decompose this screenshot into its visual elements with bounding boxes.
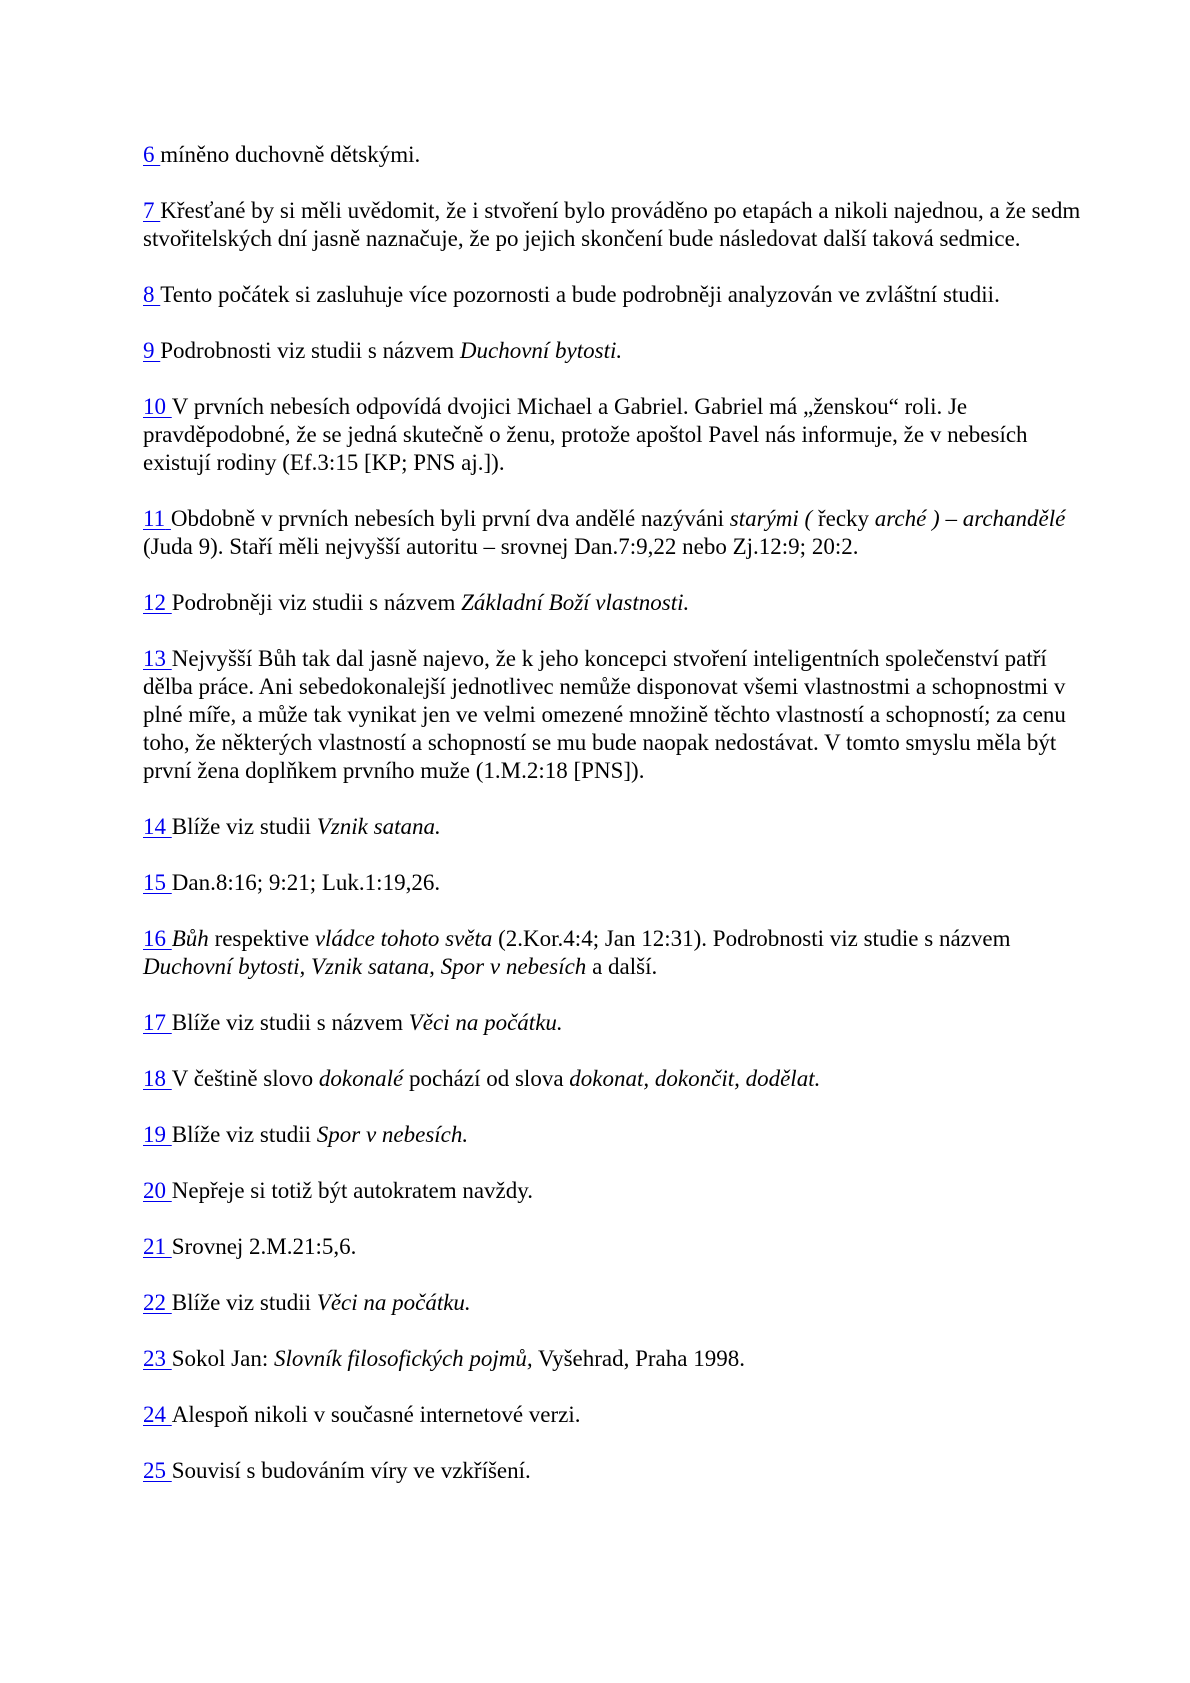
footnote-8: [143, 281, 1083, 309]
footnote-backlink-19[interactable]: [143, 1122, 172, 1147]
footnote-13: [143, 645, 1083, 785]
footnote-25: [143, 1457, 1083, 1485]
footnote-backlink-22[interactable]: [143, 1290, 172, 1315]
footnote-italic-text: Bůh: [171, 926, 209, 951]
footnote-text: (Juda 9). Staří měli nejvyšší autoritu – srovnej Dan.7:9,22 nebo Zj.12:9; 20:2.: [143, 534, 859, 559]
footnote-6: [143, 141, 1083, 169]
footnote-backlink-25[interactable]: [143, 1458, 172, 1483]
footnote-backlink-20[interactable]: [143, 1178, 172, 1203]
footnote-backlink-24[interactable]: [143, 1402, 172, 1427]
footnote-italic-text: archandělé: [962, 506, 1066, 531]
footnote-italic-text: starými (: [729, 506, 813, 531]
footnote-number: 7: [143, 198, 155, 223]
footnote-24: [143, 1401, 1083, 1429]
footnote-backlink-15[interactable]: [143, 870, 172, 895]
footnotes-list: [143, 141, 1083, 1513]
footnote-text: řecky: [812, 506, 875, 531]
footnote-backlink-11[interactable]: [143, 506, 171, 531]
footnote-text: Podrobnosti viz studii s názvem: [160, 338, 460, 363]
footnote-20: [143, 1177, 1083, 1205]
footnote-text: Obdobně v prvních nebesích byli první dva andělé nazýváni: [170, 506, 730, 531]
footnote-19: [143, 1121, 1083, 1149]
footnote-italic-text: Spor v nebesích.: [316, 1122, 469, 1147]
footnote-text: Tento počátek si zasluhuje více pozornosti a bude podrobněji analyzován ve zvláštní studii.: [160, 282, 1000, 307]
footnote-text: Sokol Jan:: [171, 1346, 274, 1371]
footnote-text: Blíže viz studii: [171, 1122, 317, 1147]
footnote-number: 11: [143, 506, 166, 531]
footnote-number: 21: [143, 1234, 166, 1259]
footnote-text: Nepřeje si totiž být autokratem navždy.: [171, 1178, 534, 1203]
footnote-text: Blíže viz studii: [171, 1290, 317, 1315]
footnote-text: Podrobněji viz studii s názvem: [171, 590, 462, 615]
footnote-italic-text: arché ): [874, 506, 940, 531]
footnote-7: [143, 197, 1083, 253]
footnote-backlink-7[interactable]: [143, 198, 160, 223]
footnote-backlink-10[interactable]: [143, 394, 172, 419]
footnote-text: Křesťané by si měli uvědomit, že i stvoření bylo prováděno po etapách a nikoli najednou, a že sedm stvořitelských dní jasně naznačuje, že po jejich skončení bude následovat další taková sedmice.: [143, 198, 1081, 251]
footnote-number: 19: [143, 1122, 166, 1147]
footnote-text: Nejvyšší Bůh tak dal jasně najevo, že k jeho koncepci stvoření inteligentních společenství patří dělba práce. Ani sebedokonalejší jednotlivec nemůže disponovat všemi vlastnostmi a schopnostmi v plné míře, a může tak vynikat jen ve velmi omezené množině těchto vlastností a schopností; za cenu toho, že některých vlastností a schopností se mu bude naopak nedostávat. V tomto smyslu měla být první žena doplňkem prvního muže (1.M.2:18 [PNS]).: [143, 646, 1066, 783]
footnote-17: [143, 1009, 1083, 1037]
footnote-text: V prvních nebesích odpovídá dvojici Michael a Gabriel. Gabriel má „ženskou“ roli. Je pravděpodobné, že se jedná skutečně o ženu, protože apoštol Pavel nás informuje, že v nebesích existují rodiny (Ef.3:15 [KP; PNS aj.]).: [143, 394, 1028, 475]
footnote-number: 12: [143, 590, 166, 615]
footnote-backlink-9[interactable]: [143, 338, 160, 363]
footnote-italic-text: dokonalé: [318, 1066, 404, 1091]
footnote-number: 17: [143, 1010, 166, 1035]
footnote-italic-text: Slovník filosofických pojmů,: [273, 1346, 533, 1371]
footnote-text: Blíže viz studii: [171, 814, 317, 839]
footnote-16: [143, 925, 1083, 981]
footnote-text: Alespoň nikoli v současné internetové verzi.: [171, 1402, 581, 1427]
footnote-text: respektive: [208, 926, 315, 951]
footnote-text: Souvisí s budováním víry ve vzkříšení.: [171, 1458, 531, 1483]
footnote-text: Vyšehrad, Praha 1998.: [532, 1346, 745, 1371]
footnote-22: [143, 1289, 1083, 1317]
footnote-12: [143, 589, 1083, 617]
footnote-italic-text: Věci na počátku.: [408, 1010, 563, 1035]
footnote-text: míněno duchovně dětskými.: [160, 142, 421, 167]
footnote-text: Srovnej 2.M.21:5,6.: [171, 1234, 357, 1259]
footnote-23: [143, 1345, 1083, 1373]
footnote-number: 9: [143, 338, 155, 363]
footnote-number: 10: [143, 394, 166, 419]
footnote-backlink-12[interactable]: [143, 590, 172, 615]
footnote-text: Dan.8:16; 9:21; Luk.1:19,26.: [171, 870, 441, 895]
footnote-text: –: [939, 506, 963, 531]
footnote-number: 25: [143, 1458, 166, 1483]
footnote-text: a další.: [586, 954, 658, 979]
footnote-backlink-21[interactable]: [143, 1234, 172, 1259]
footnote-18: [143, 1065, 1083, 1093]
footnote-backlink-17[interactable]: [143, 1010, 172, 1035]
footnote-backlink-8[interactable]: [143, 282, 160, 307]
footnote-italic-text: Vznik satana.: [316, 814, 441, 839]
footnote-italic-text: Duchovní bytosti, Vznik satana, Spor v nebesích: [143, 954, 587, 979]
footnote-number: 18: [143, 1066, 166, 1091]
footnote-italic-text: Duchovní bytosti.: [459, 338, 623, 363]
footnote-number: 20: [143, 1178, 166, 1203]
footnote-italic-text: dokonat, dokončit, dodělat.: [569, 1066, 821, 1091]
footnote-italic-text: Věci na počátku.: [316, 1290, 471, 1315]
footnote-text: (2.Kor.4:4; Jan 12:31). Podrobnosti viz studie s názvem: [492, 926, 1011, 951]
footnote-11: [143, 505, 1083, 561]
footnote-backlink-13[interactable]: [143, 646, 172, 671]
footnote-15: [143, 869, 1083, 897]
footnote-number: 14: [143, 814, 166, 839]
footnote-number: 24: [143, 1402, 166, 1427]
footnote-number: 6: [143, 142, 155, 167]
footnote-number: 13: [143, 646, 166, 671]
footnote-number: 8: [143, 282, 155, 307]
footnote-9: [143, 337, 1083, 365]
footnote-backlink-23[interactable]: [143, 1346, 172, 1371]
footnote-number: 16: [143, 926, 166, 951]
footnote-text: V češtině slovo: [171, 1066, 319, 1091]
footnote-text: pochází od slova: [403, 1066, 570, 1091]
footnote-backlink-18[interactable]: [143, 1066, 172, 1091]
footnote-backlink-6[interactable]: [143, 142, 160, 167]
footnote-italic-text: Základní Boží vlastnosti.: [461, 590, 690, 615]
footnote-number: 22: [143, 1290, 166, 1315]
footnote-14: [143, 813, 1083, 841]
footnote-italic-text: vládce tohoto světa: [314, 926, 493, 951]
footnote-21: [143, 1233, 1083, 1261]
footnote-10: [143, 393, 1083, 477]
footnote-backlink-14[interactable]: [143, 814, 172, 839]
footnote-number: 23: [143, 1346, 166, 1371]
footnote-text: Blíže viz studii s názvem: [171, 1010, 409, 1035]
footnote-backlink-16[interactable]: [143, 926, 172, 951]
footnote-number: 15: [143, 870, 166, 895]
